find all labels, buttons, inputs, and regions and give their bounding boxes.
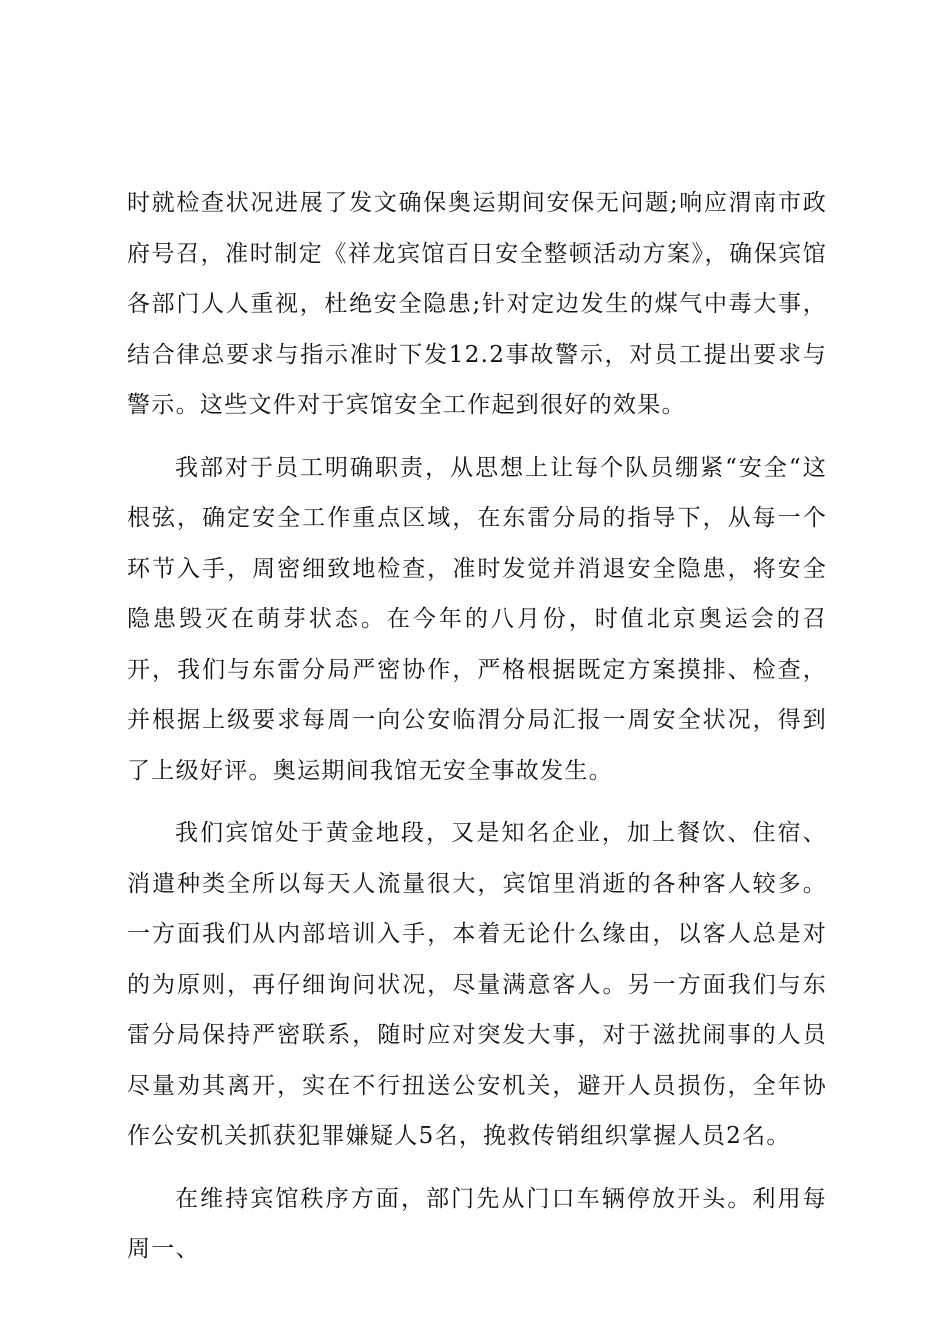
paragraph-2: 我部对于员工明确职责，从思想上让每个队员绷紧“安全“这根弦，确定安全工作重点区域，在东雷分局的指导下，从每一个环节入手，周密细致地检查，准时发觉并消退安全隐患，将安全隐患毁灭在萌芽状态。在今年的八月份，时值北京奥运会的召开，我们与东雷分局严密协作，严格根据既定方案摸排、检查，并根据上级要求每周一向公安临渭分局汇报一周安全状况，得到了上级好评。奥运期间我馆无安全事故发生。	[127, 454, 827, 784]
document-body	[127, 178, 827, 1287]
paragraph-1: 时就检查状况进展了发文确保奥运期间安保无问题;响应渭南市政府号召，准时制定《祥龙宾馆百日安全整顿活动方案》，确保宾馆各部门人人重视，杜绝安全隐患;针对定边发生的煤气中毒大事，结合律总要求与指示准时下发12.2事故警示，对员工提出要求与警示。这些文件对于宾馆安全工作起到很好的效果。	[127, 190, 827, 418]
paragraph-4: 在维持宾馆秩序方面，部门先从门口车辆停放开头。利用每周一、	[127, 1185, 827, 1262]
paragraph-3: 我们宾馆处于黄金地段，又是知名企业，加上餐饮、住宿、消遣种类全所以每天人流量很大，宾馆里消逝的各种客人较多。一方面我们从内部培训入手，本着无论什么缘由，以客人总是对的为原则，再仔细询问状况，尽量满意客人。另一方面我们与东雷分局保持严密联系，随时应对突发大事，对于滋扰闹事的人员尽量劝其离开，实在不行扭送公安机关，避开人员损伤，全年协作公安机关抓获犯罪嫌疑人5名，挽救传销组织掌握人员2名。	[127, 820, 827, 1149]
